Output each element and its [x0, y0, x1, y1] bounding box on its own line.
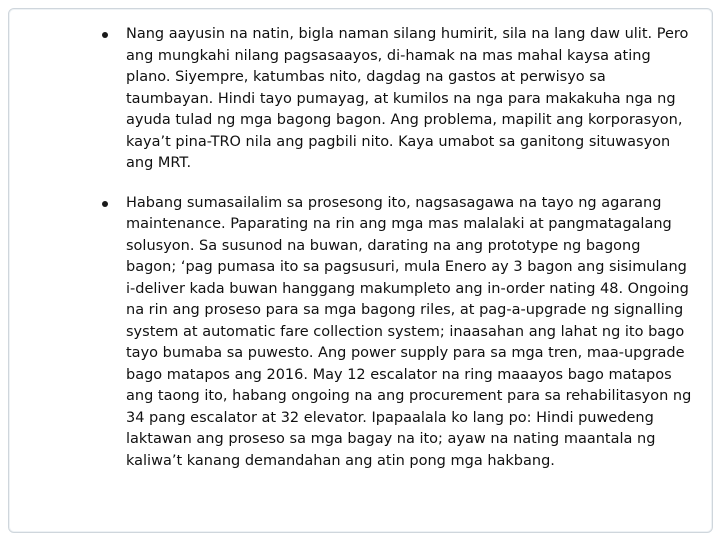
- bullet-paragraph-2: [102, 193, 692, 473]
- bullet-dot-icon: [102, 32, 108, 38]
- bullet-list: [102, 24, 692, 472]
- paragraph-text-1: Nang aayusin na natin, bigla naman silang humirit, sila na lang daw ulit. Pero ang mungkahi nilang pagsasaayos, di-hamak na mas mahal kaysa ating plano. Siyempre, katumbas nito, dagdag na gastos at perwisyo sa taumbayan. Hindi tayo pumayag, at kumilos na nga para makakuha nga ng ayuda tulad ng mga bagong bagon. Ang problema, mapilit ang korporasyon, kaya’t pina-TRO nila ang pagbili nito. Kaya umabot sa ganitong situwasyon ang MRT.: [126, 26, 689, 171]
- bullet-paragraph-1: [102, 24, 692, 175]
- bullet-dot-icon: [102, 201, 108, 207]
- paragraph-text-2: Habang sumasailalim sa prosesong ito, nagsasagawa na tayo ng agarang maintenance. Paparating na rin ang mga mas malalaki at pangmatagalang solusyon. Sa susunod na buwan, darating na ang prototype ng bagong bagon; ‘pag pumasa ito sa pagsusuri, mula Enero ay 3 bagon ang sisimulang i-deliver kada buwan hanggang makumpleto ang in-order nating 48. Ongoing na rin ang proseso para sa mga bagong riles, at pag-a-upgrade ng signalling system at automatic fare collection system; inaasahan ang lahat ng ito bago tayo bumaba sa puwesto. Ang power supply para sa mga tren, maa-upgrade bago matapos ang 2016. May 12 escalator na ring maaayos bago matapos ang taong ito, habang ongoing na ang procurement para sa rehabilitasyon ng 34 pang escalator at 32 elevator. Ipapaalala ko lang po: Hindi puwedeng laktawan ang proseso sa mga bagay na ito; ayaw na nating maantala ng kaliwa’t kanang demandahan ang atin pong mga hakbang.: [126, 194, 692, 469]
